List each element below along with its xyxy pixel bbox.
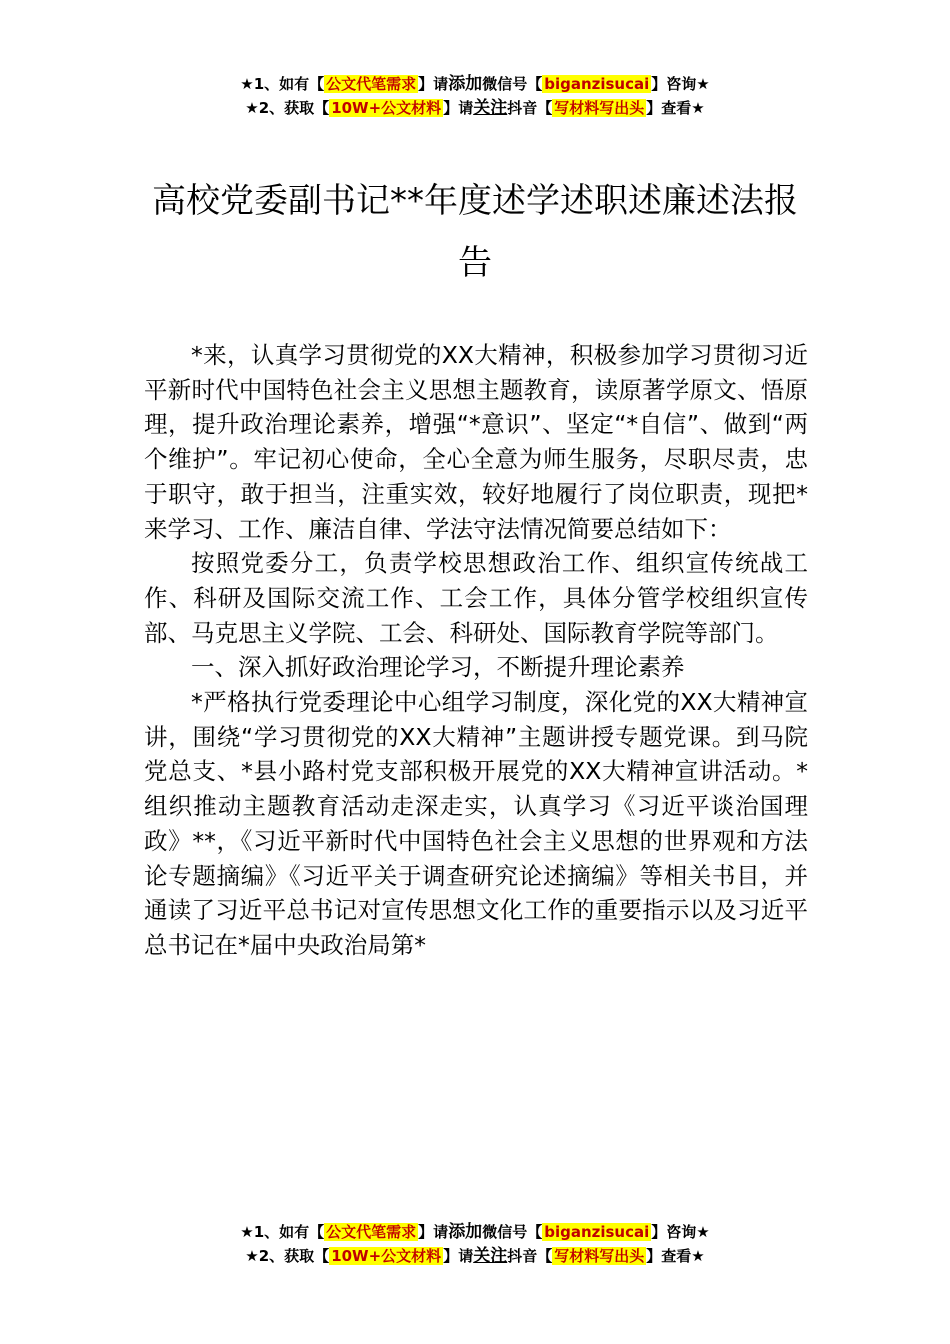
promo-highlight-wechat: biganzisucai bbox=[544, 75, 650, 93]
promo-highlight-wechat: biganzisucai bbox=[544, 1223, 650, 1241]
promo-highlight-materials: 10W+公文材料 bbox=[331, 99, 442, 117]
document-body bbox=[144, 338, 808, 963]
promo-emphasis: 添加 bbox=[448, 1222, 483, 1242]
header-promo-banner bbox=[0, 72, 950, 120]
section-heading-1: 一、深入抓好政治理论学习，不断提升理论素养 bbox=[191, 653, 685, 682]
document-title: 高校党委副书记**年度述学述职述廉述法报告 bbox=[152, 181, 798, 283]
promo-line-1 bbox=[0, 72, 950, 96]
promo-text: ★1、如有【 bbox=[240, 75, 325, 93]
promo-emphasis: 添加 bbox=[448, 74, 483, 94]
promo-highlight-materials: 10W+公文材料 bbox=[331, 1247, 442, 1265]
promo-text: 】咨询★ bbox=[651, 1223, 710, 1241]
promo-text: 抖音【 bbox=[507, 99, 553, 117]
promo-text: 】请 bbox=[418, 75, 449, 93]
promo-text: 】查看★ bbox=[646, 1247, 705, 1265]
promo-text: 微信号【 bbox=[482, 1223, 543, 1241]
promo-text: 】请 bbox=[443, 99, 474, 117]
promo-line-2 bbox=[0, 1244, 950, 1268]
promo-emphasis: 关注 bbox=[473, 98, 508, 118]
promo-text: 微信号【 bbox=[482, 75, 543, 93]
footer-promo-banner bbox=[0, 1220, 950, 1268]
promo-highlight-douyin: 写材料写出头 bbox=[554, 99, 645, 117]
promo-text: ★2、获取【 bbox=[245, 99, 330, 117]
promo-text: 】请 bbox=[418, 1223, 449, 1241]
promo-text: ★2、获取【 bbox=[245, 1247, 330, 1265]
paragraph-duties: 按照党委分工，负责学校思想政治工作、组织宣传统战工作、科研及国际交流工作、工会工作，具体分管学校组织宣传部、马克思主义学院、工会、科研处、国际教育学院等部门。 bbox=[144, 549, 808, 647]
promo-text: ★1、如有【 bbox=[240, 1223, 325, 1241]
promo-highlight-service: 公文代笔需求 bbox=[326, 1223, 417, 1241]
promo-text: 】查看★ bbox=[646, 99, 705, 117]
paragraph-study: *严格执行党委理论中心组学习制度，深化党的XX大精神宣讲，围绕“学习贯彻党的XX大精神”主题讲授专题党课。到马院党总支、*县小路村党支部积极开展党的XX大精神宣讲活动。*组织推动主题教育活动走深走实，认真学习《习近平谈治国理政》**，《习近平新时代中国特色社会主义思想的世界观和方法论专题摘编》《习近平关于调查研究论述摘编》等相关书目，并通读了习近平总书记对宣传思想文化工作的重要指示以及习近平总书记在*届中央政治局第* bbox=[144, 688, 808, 959]
paragraph-intro: *来，认真学习贯彻党的XX大精神，积极参加学习贯彻习近平新时代中国特色社会主义思想主题教育，读原著学原文、悟原理，提升政治理论素养，增强“*意识”、坚定“*自信”、做到“两个维护”。牢记初心使命，全心全意为师生服务，尽职尽责，忠于职守，敢于担当，注重实效，较好地履行了岗位职责，现把*来学习、工作、廉洁自律、学法守法情况简要总结如下： bbox=[144, 341, 808, 543]
promo-line-1 bbox=[0, 1220, 950, 1244]
promo-emphasis: 关注 bbox=[473, 1246, 508, 1266]
promo-text: 】咨询★ bbox=[651, 75, 710, 93]
promo-text: 抖音【 bbox=[507, 1247, 553, 1265]
promo-highlight-service: 公文代笔需求 bbox=[326, 75, 417, 93]
promo-text: 】请 bbox=[443, 1247, 474, 1265]
promo-highlight-douyin: 写材料写出头 bbox=[554, 1247, 645, 1265]
promo-line-2 bbox=[0, 96, 950, 120]
